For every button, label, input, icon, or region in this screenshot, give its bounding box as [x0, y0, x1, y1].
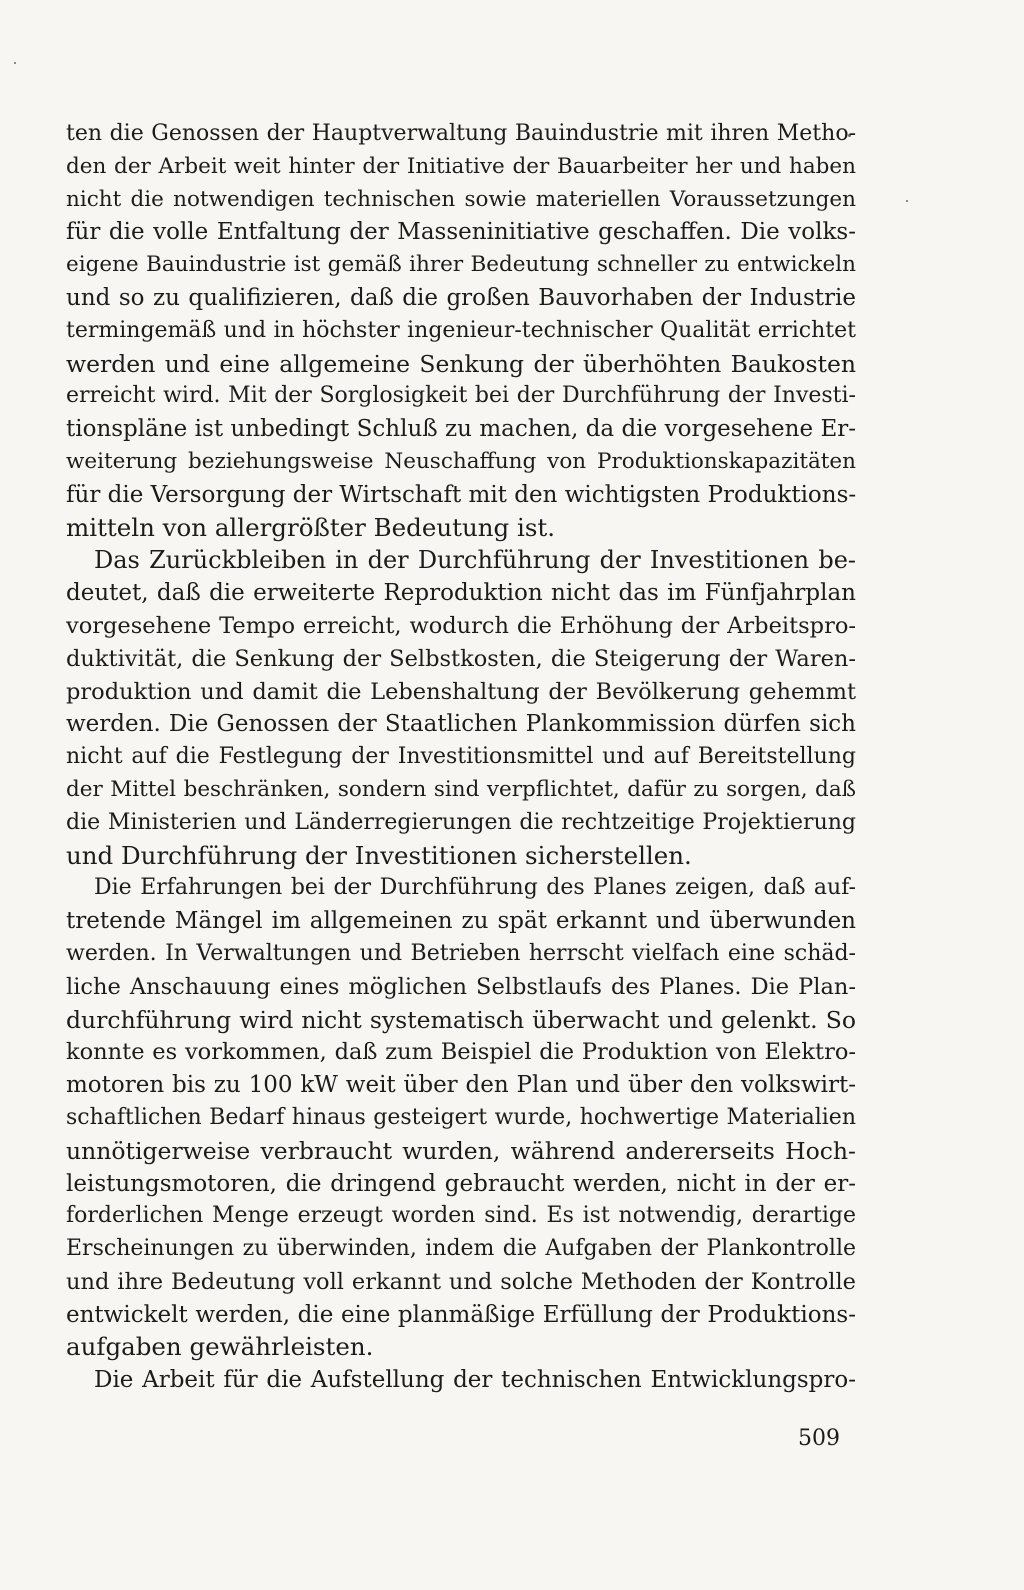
text-line: tretende Mängel im allgemeinen zu spät erkannt und überwunden [66, 908, 856, 935]
text-line: den der Arbeit weit hinter der Initiative der Bauarbeiter her und haben [66, 153, 856, 179]
text-line: Das Zurückbleiben in der Durchführung der Investitionen be- [94, 546, 856, 575]
text-line: duktivität, die Senkung der Selbstkosten, die Steigerung der Waren- [66, 645, 856, 672]
text-line: eigene Bauindustrie ist gemäß ihrer Bedeutung schneller zu entwickeln [66, 252, 856, 278]
text-line: nicht die notwendigen technischen sowie materiellen Voraussetzungen [66, 186, 856, 212]
text-line: durchführung wird nicht systematisch überwacht und gelenkt. So [66, 1005, 856, 1034]
text-line: motoren bis zu 100 kW weit über den Plan und über den volkswirt- [66, 1072, 856, 1099]
text-line: schaftlichen Bedarf hinaus gesteigert wurde, hochwertige Materialien [66, 1104, 856, 1130]
body-text [66, 118, 856, 1397]
text-line: und ihre Bedeutung voll erkannt und solche Methoden der Kontrolle [66, 1268, 856, 1295]
text-line: deutet, daß die erweiterte Reproduktion nicht das im Fünfjahrplan [66, 580, 856, 607]
paragraph [66, 1364, 856, 1397]
text-line: tionspläne ist unbedingt Schluß zu machen, da die vorgesehene Er- [66, 416, 856, 443]
text-line: werden. Die Genossen der Staatlichen Plankommission dürfen sich [66, 711, 856, 738]
text-line: für die volle Entfaltung der Masseninitiative geschaffen. Die volks- [66, 219, 856, 246]
page-number: 509 [798, 1426, 840, 1451]
text-line: und so zu qualifizieren, daß die großen Bauvorhaben der Industrie [66, 284, 856, 311]
text-line: werden. In Verwaltungen und Betrieben herrscht vielfach eine schäd- [66, 940, 856, 966]
text-line: Die Erfahrungen bei der Durchführung des Planes zeigen, daß auf- [94, 875, 856, 901]
text-line: konnte es vorkommen, daß zum Beispiel die Produktion von Elektro- [66, 1039, 856, 1066]
text-line: vorgesehene Tempo erreicht, wodurch die Erhöhung der Arbeitspro- [66, 612, 856, 639]
text-line: mitteln von allergrößter Bedeutung ist. [66, 512, 556, 542]
text-line: leistungsmotoren, die dringend gebraucht werden, nicht in der er- [66, 1170, 856, 1197]
text-line: unnötigerweise verbraucht wurden, während andererseits Hoch- [66, 1136, 856, 1165]
paragraph [66, 872, 856, 1364]
text-line: aufgaben gewährleisten. [66, 1332, 374, 1362]
print-speck [14, 62, 16, 64]
text-line: weiterung beziehungsweise Neuschaffung von Produktionskapazitäten [66, 448, 856, 474]
print-speck [906, 200, 908, 202]
text-line: werden und eine allgemeine Senkung der überhöhten Baukosten [66, 349, 856, 378]
paragraph [66, 544, 856, 872]
text-line: produktion und damit die Lebenshaltung der Bevölkerung gehemmt [66, 678, 856, 705]
paragraph [66, 118, 856, 544]
text-line: der Mittel beschränken, sondern sind verpflichtet, dafür zu sorgen, daß [66, 776, 856, 802]
text-line: nicht auf die Festlegung der Investitionsmittel und auf Bereitstellung [66, 744, 856, 770]
text-line: termingemäß und in höchster ingenieur-technischer Qualität errichtet [66, 317, 856, 343]
text-line: und Durchführung der Investitionen sicherstellen. [66, 840, 692, 870]
text-line: die Ministerien und Länderregierungen die rechtzeitige Projektierung [66, 809, 856, 835]
text-line: forderlichen Menge erzeugt worden sind. Es ist notwendig, derartige [66, 1203, 856, 1229]
text-line: erreicht wird. Mit der Sorglosigkeit bei der Durchführung der Investi- [66, 383, 856, 409]
text-line: ten die Genossen der Hauptverwaltung Bauindustrie mit ihren Metho- [66, 121, 856, 146]
text-line: für die Versorgung der Wirtschaft mit den wichtigsten Produktions- [66, 481, 856, 508]
text-line: Die Arbeit für die Aufstellung der technischen Entwicklungspro- [94, 1367, 856, 1394]
text-line: entwickelt werden, die eine planmäßige Erfüllung der Produktions- [66, 1301, 856, 1328]
text-line: Erscheinungen zu überwinden, indem die Aufgaben der Plankontrolle [66, 1236, 856, 1262]
text-line: liche Anschauung eines möglichen Selbstlaufs des Planes. Die Plan- [66, 973, 856, 1000]
